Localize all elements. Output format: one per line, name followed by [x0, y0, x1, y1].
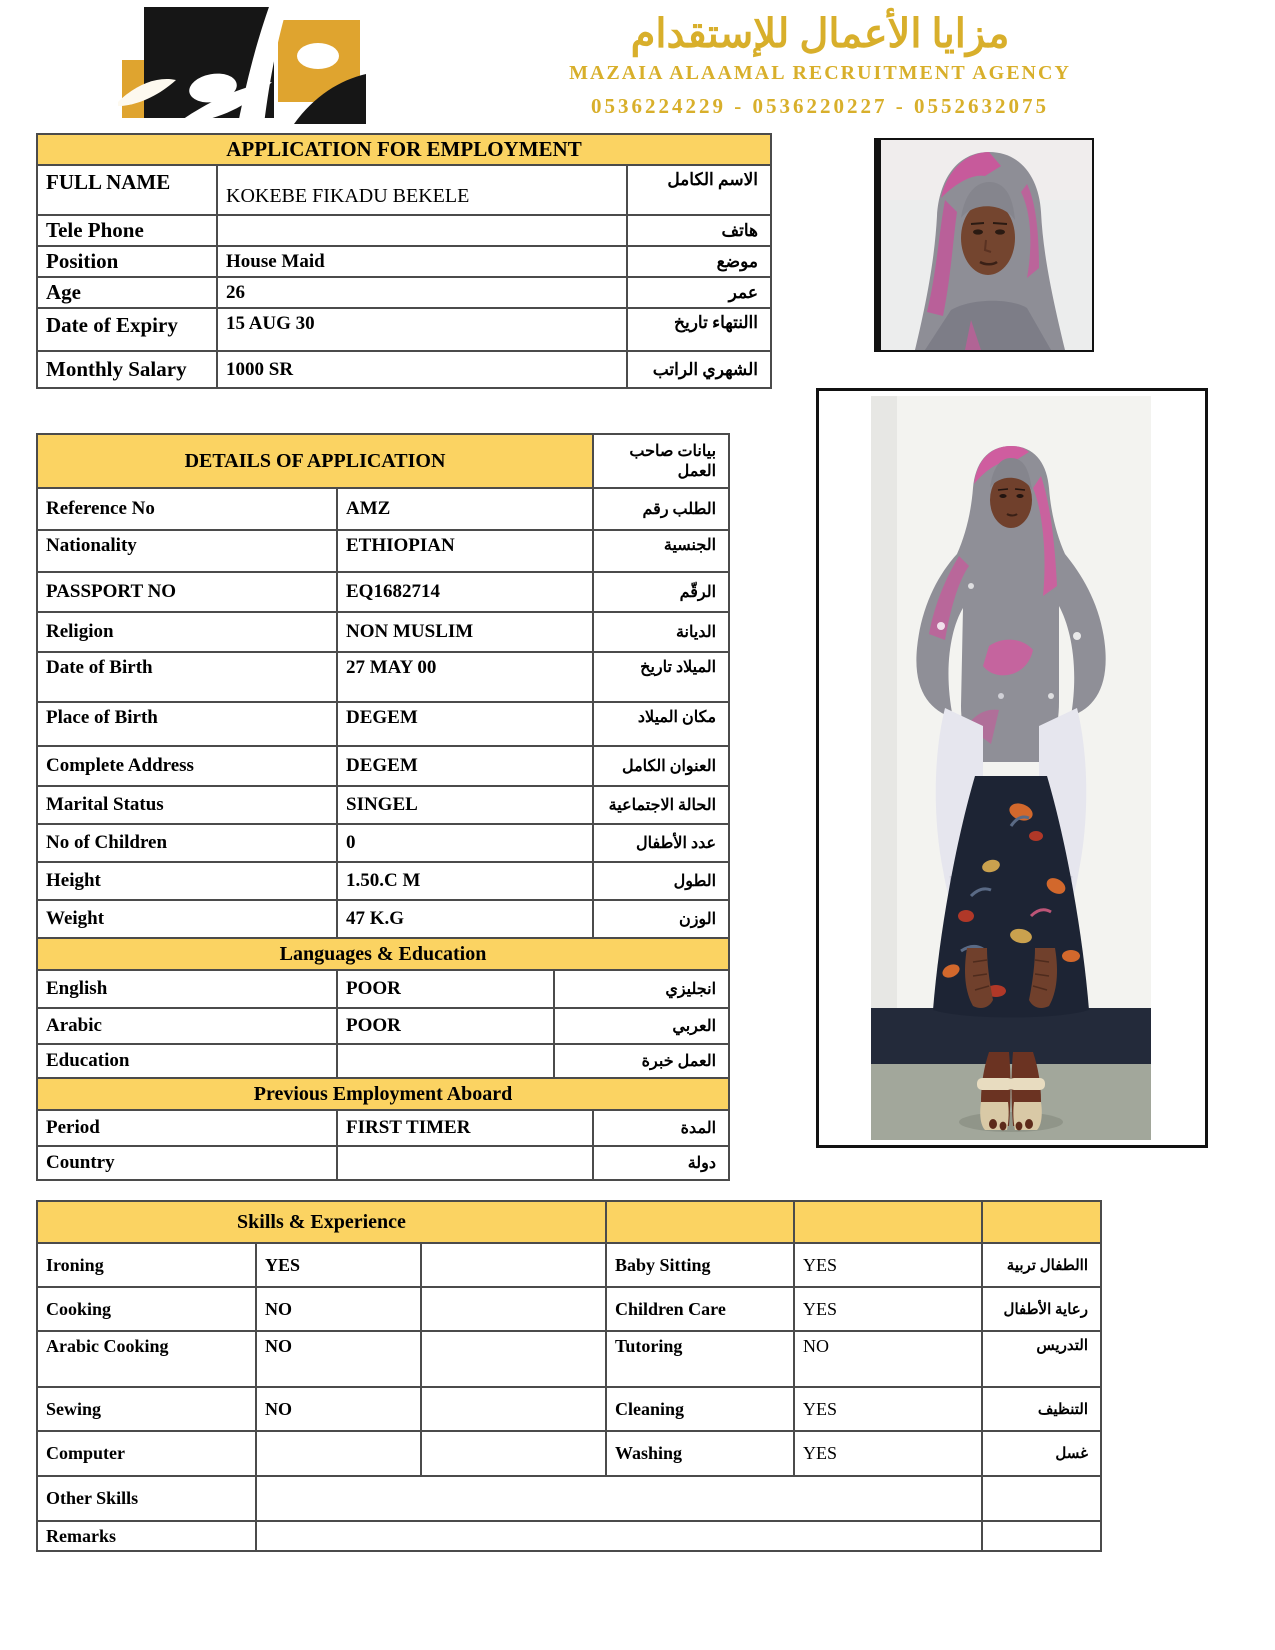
agency-name-english: MAZAIA ALAAMAL RECRUITMENT AGENCY: [569, 62, 1071, 84]
empty-cell: [421, 1331, 606, 1387]
label-cell: English: [37, 970, 337, 1008]
value-cell: [256, 1521, 982, 1551]
agency-phone-numbers: 0536224229 - 0536220227 - 0552632075: [591, 94, 1049, 118]
value-cell: 27 MAY 00: [337, 652, 593, 702]
value-cell: YES: [794, 1287, 982, 1331]
skills-table-title: Skills & Experience: [37, 1201, 606, 1243]
label-cell: Tutoring: [606, 1331, 794, 1387]
employment-section-title: Previous Employment Aboard: [37, 1078, 729, 1110]
arabic-cell: هاتف: [627, 215, 771, 246]
empty-cell: [421, 1387, 606, 1431]
arabic-cell: الميلاد تاريخ: [593, 652, 729, 702]
label-cell: Arabic Cooking: [37, 1331, 256, 1387]
value-cell: ETHIOPIAN: [337, 530, 593, 572]
label-cell: Sewing: [37, 1387, 256, 1431]
details-table: [36, 433, 730, 1181]
label-cell: Place of Birth: [37, 702, 337, 746]
value-cell: AMZ: [337, 488, 593, 530]
value-cell: NO: [256, 1387, 421, 1431]
agency-header: [470, 12, 1170, 119]
label-cell: Cleaning: [606, 1387, 794, 1431]
value-cell: YES: [256, 1243, 421, 1287]
arabic-cell: الجنسية: [593, 530, 729, 572]
value-cell: [256, 1476, 982, 1521]
arabic-cell: العنوان الكامل: [593, 746, 729, 786]
arabic-cell: الشهري الراتب: [627, 351, 771, 388]
value-cell: 1000 SR: [217, 351, 627, 388]
band-cell: [606, 1201, 794, 1243]
passport-photo: [874, 138, 1094, 352]
value-cell: NO: [794, 1331, 982, 1387]
label-cell: Age: [37, 277, 217, 308]
empty-cell: [421, 1431, 606, 1476]
label-cell: No of Children: [37, 824, 337, 862]
empty-cell: [982, 1476, 1101, 1521]
value-cell: [337, 1146, 593, 1180]
label-cell: Nationality: [37, 530, 337, 572]
label-cell: Ironing: [37, 1243, 256, 1287]
application-table: [36, 133, 772, 389]
value-cell: [337, 1044, 554, 1078]
arabic-cell: دولة: [593, 1146, 729, 1180]
value-cell: KOKEBE FIKADU BEKELE: [217, 165, 627, 215]
label-cell: Date of Expiry: [37, 308, 217, 351]
details-title-arabic: بيانات صاحب العمل: [593, 434, 729, 488]
agency-logo-icon: [118, 4, 366, 124]
band-cell: [794, 1201, 982, 1243]
label-cell: Computer: [37, 1431, 256, 1476]
label-cell: Religion: [37, 612, 337, 652]
arabic-cell: المدة: [593, 1110, 729, 1146]
arabic-cell: التدريس: [982, 1331, 1101, 1387]
value-cell: 15 AUG 30: [217, 308, 627, 351]
label-cell: Date of Birth: [37, 652, 337, 702]
label-cell: Height: [37, 862, 337, 900]
label-cell: Marital Status: [37, 786, 337, 824]
value-cell: EQ1682714: [337, 572, 593, 612]
label-cell: Children Care: [606, 1287, 794, 1331]
label-cell: Remarks: [37, 1521, 256, 1551]
value-cell: House Maid: [217, 246, 627, 277]
value-cell: NO: [256, 1287, 421, 1331]
label-cell: Education: [37, 1044, 337, 1078]
arabic-cell: الديانة: [593, 612, 729, 652]
value-cell: NON MUSLIM: [337, 612, 593, 652]
arabic-cell: الاسم الكامل: [627, 165, 771, 215]
arabic-cell: انجليزي: [554, 970, 729, 1008]
arabic-cell: االنتهاء تاريخ: [627, 308, 771, 351]
band-cell: [982, 1201, 1101, 1243]
arabic-cell: عمر: [627, 277, 771, 308]
arabic-cell: مكان الميلاد: [593, 702, 729, 746]
label-cell: Arabic: [37, 1008, 337, 1044]
label-cell: Washing: [606, 1431, 794, 1476]
application-table-title: APPLICATION FOR EMPLOYMENT: [37, 134, 771, 165]
arabic-cell: غسل: [982, 1431, 1101, 1476]
value-cell: [256, 1431, 421, 1476]
label-cell: Tele Phone: [37, 215, 217, 246]
full-body-photo: [816, 388, 1208, 1148]
value-cell: YES: [794, 1243, 982, 1287]
arabic-cell: موضع: [627, 246, 771, 277]
value-cell: DEGEM: [337, 746, 593, 786]
value-cell: DEGEM: [337, 702, 593, 746]
empty-cell: [421, 1287, 606, 1331]
arabic-cell: الطول: [593, 862, 729, 900]
value-cell: NO: [256, 1331, 421, 1387]
value-cell: SINGEL: [337, 786, 593, 824]
value-cell: YES: [794, 1431, 982, 1476]
label-cell: Weight: [37, 900, 337, 938]
label-cell: Cooking: [37, 1287, 256, 1331]
value-cell: POOR: [337, 970, 554, 1008]
empty-cell: [421, 1243, 606, 1287]
value-cell: 1.50.C M: [337, 862, 593, 900]
value-cell: 26: [217, 277, 627, 308]
arabic-cell: عدد الأطفال: [593, 824, 729, 862]
label-cell: Reference No: [37, 488, 337, 530]
arabic-cell: العمل خبرة: [554, 1044, 729, 1078]
skills-table: [36, 1200, 1102, 1552]
label-cell: Complete Address: [37, 746, 337, 786]
agency-name-arabic: مزايا الأعمال للإستقدام: [630, 11, 1010, 56]
languages-section-title: Languages & Education: [37, 938, 729, 970]
arabic-cell: رعاية الأطفال: [982, 1287, 1101, 1331]
value-cell: POOR: [337, 1008, 554, 1044]
value-cell: YES: [794, 1387, 982, 1431]
empty-cell: [982, 1521, 1101, 1551]
arabic-cell: الطلب رقم: [593, 488, 729, 530]
label-cell: FULL NAME: [37, 165, 217, 215]
arabic-cell: الحالة الاجتماعية: [593, 786, 729, 824]
value-cell: [217, 215, 627, 246]
arabic-cell: الوزن: [593, 900, 729, 938]
arabic-cell: التنظيف: [982, 1387, 1101, 1431]
value-cell: FIRST TIMER: [337, 1110, 593, 1146]
label-cell: Monthly Salary: [37, 351, 217, 388]
label-cell: Country: [37, 1146, 337, 1180]
value-cell: 0: [337, 824, 593, 862]
arabic-cell: االطفال تربية: [982, 1243, 1101, 1287]
arabic-cell: الرقّم: [593, 572, 729, 612]
label-cell: Baby Sitting: [606, 1243, 794, 1287]
label-cell: PASSPORT NO: [37, 572, 337, 612]
value-cell: 47 K.G: [337, 900, 593, 938]
label-cell: Period: [37, 1110, 337, 1146]
details-table-title: DETAILS OF APPLICATION: [37, 434, 593, 488]
label-cell: Position: [37, 246, 217, 277]
label-cell: Other Skills: [37, 1476, 256, 1521]
arabic-cell: العربي: [554, 1008, 729, 1044]
